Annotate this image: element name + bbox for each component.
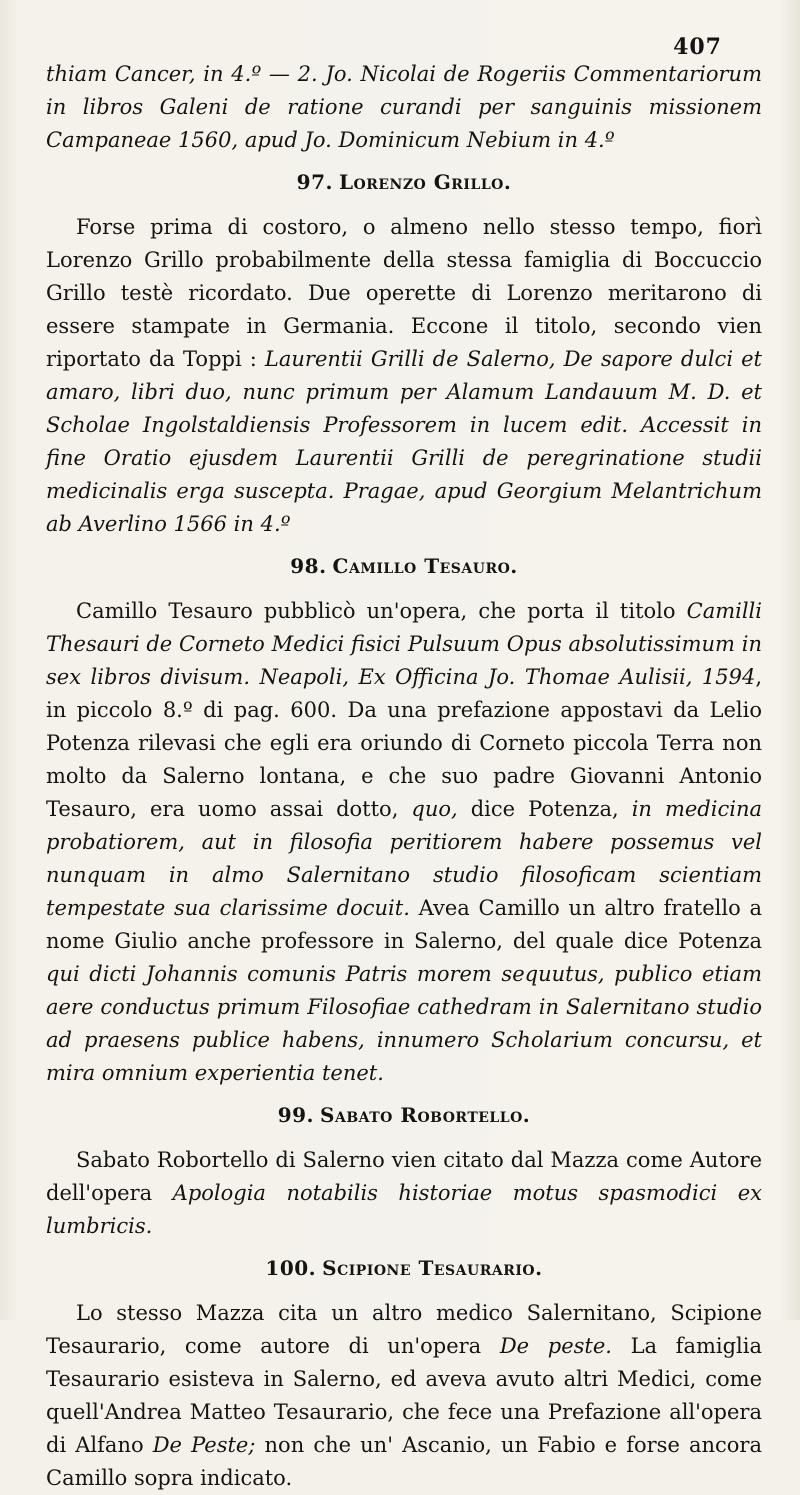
section-heading [46,1100,762,1130]
italic-citation: Camilli Thesauri de Corneto Medici fisici Pulsuum Opus absolutissimum in sex libros divisum. Neapoli, Ex Officina Jo. Thomae Aulisii, 1594 [46,599,762,689]
section-paragraph [46,1297,762,1495]
page-number: 407 [673,34,722,60]
italic-citation: De peste. [499,1334,612,1358]
section-paragraph [46,595,762,1090]
section-number: 98. [290,554,327,578]
italic-citation: quo, [411,797,458,821]
italic-citation: De Peste; [152,1433,256,1457]
section-heading [46,1253,762,1283]
body-text: Lo stesso Mazza cita un altro medico Salernitano, Scipione Tesaurario, come autore di un'opera [46,1301,762,1358]
section-number: 99. [277,1103,315,1127]
body-text: non che un' Ascanio, un Fabio e forse ancora Camillo sopra indicato. [46,1433,762,1490]
section-title: Lorenzo Grillo. [338,170,512,194]
section-title: Sabato Robortello. [320,1103,531,1127]
body-text: Forse prima di costoro, o almeno nello stesso tempo, fiorì Lorenzo Grillo probabilmente della stessa famiglia di Boccuccio Grillo testè ricordato. Due operette di Lorenzo meritarono di essere stampate in Germania. Eccone il titolo, secondo vien riportato da Toppi : [46,215,762,371]
italic-citation: in medicina probatiorem, aut in filosofia peritiorem habere possemus vel nunquam in almo Salernitano studio filosoficam scientiam tempestate sua clarissime docuit. [46,797,762,920]
section-title: Camillo Tesauro. [332,554,518,578]
section-number: 97. [296,170,333,194]
sections-container [46,167,762,1495]
section-heading [46,551,762,581]
italic-citation: Laurentii Grilli de Salerno, De sapore dulci et amaro, libri duo, nunc primum per Alamum Landauum M. D. et Scholae Ingolstaldiensis Professorem in lucem edit. Accessit in fine Oratio ejusdem Laurentii Grilli de peregrinatione studii medicinalis erga suscepta. Pragae, apud Georgium Melantrichum ab Averlino 1566 in 4.º [46,347,762,536]
body-text: , in piccolo 8.º di pag. 600. Da una prefazione appostavi da Lelio Potenza rilevasi che egli era oriundo di Corneto piccola Terra non molto da Salerno lontana, e che suo padre Giovanni Antonio Tesauro, era uomo assai dotto, [46,665,762,821]
intro-paragraph: thiam Cancer, in 4.º — 2. Jo. Nicolai de Rogeriis Commentariorum in libros Galeni de ratione curandi per sanguinis missionem Campaneae 1560, apud Jo. Dominicum Nebium in 4.º [46,62,762,152]
body-text: Sabato Robortello di Salerno vien citato dal Mazza come Autore dell'opera [46,1148,762,1205]
italic-citation: Apologia notabilis historiae motus spasmodici ex lumbricis. [46,1181,762,1238]
body-text: dice Potenza, [457,797,632,821]
body-text: Camillo Tesauro pubblicò un'opera, che porta il titolo [76,599,687,623]
section-title: Scipione Tesaurario. [322,1256,543,1280]
italic-citation: qui dicti Johannis comunis Patris morem sequutus, publico etiam aere conductus primum Filosofiae cathedram in Salernitano studio ad praesens publice habens, innumero Scholarium concursu, et mira omnium experientia tenet. [46,962,762,1085]
body-text: Avea Camillo un altro fratello a nome Giulio anche professore in Salerno, del quale dice Potenza [46,896,762,953]
section-heading [46,167,762,197]
section-paragraph [46,1144,762,1243]
body-text: La famiglia Tesaurario esisteva in Salerno, ed aveva avuto altri Medici, come quell'Andrea Matteo Tesaurario, che fece una Prefazione all'opera di Alfano [46,1334,762,1457]
section-paragraph [46,211,762,541]
section-number: 100. [265,1256,317,1280]
